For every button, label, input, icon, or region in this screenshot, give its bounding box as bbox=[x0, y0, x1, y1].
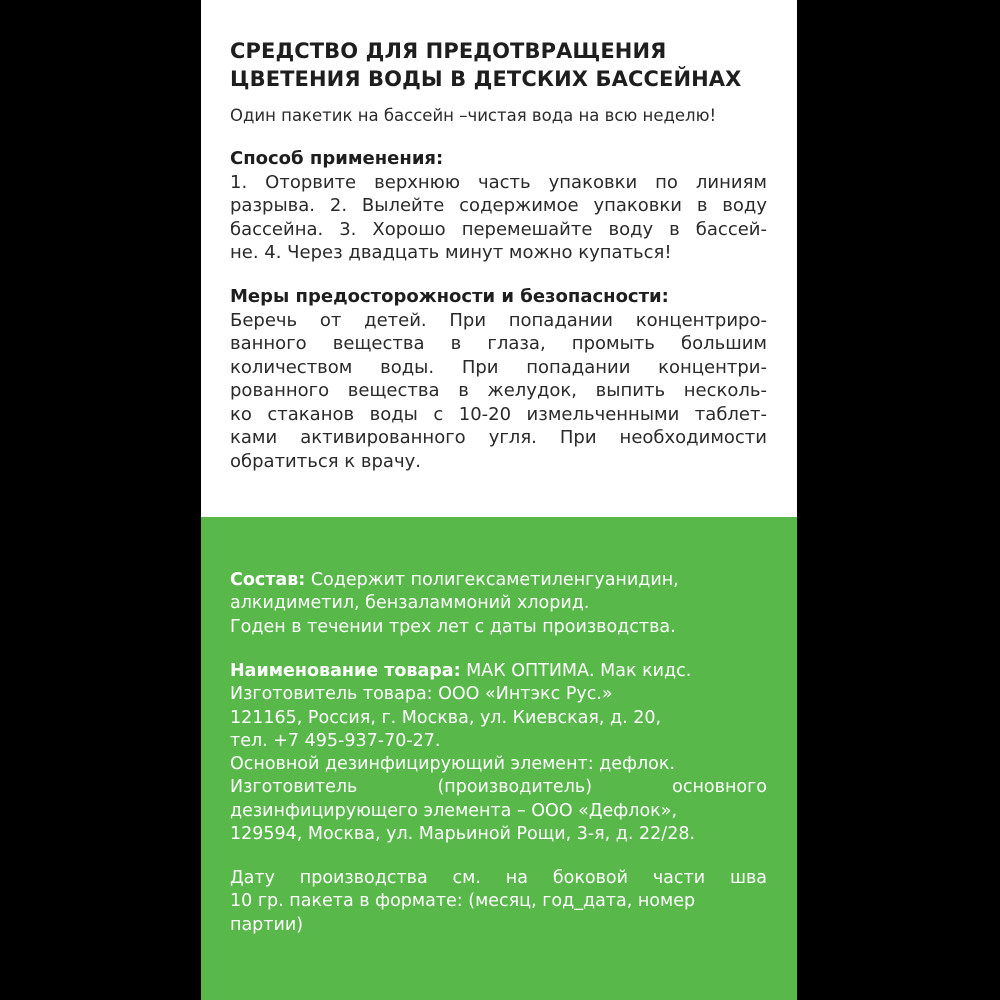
safety-line: ками активированного угля. При необходимости bbox=[230, 427, 767, 448]
product-label: Наименование товара: bbox=[230, 661, 461, 681]
production-date-section bbox=[230, 867, 767, 937]
composition-text: Содержит полигексаметиленгуанидин, bbox=[305, 570, 679, 590]
title-line-1: СРЕДСТВО ДЛЯ ПРЕДОТВРАЩЕНИЯ bbox=[230, 39, 667, 63]
tagline: Один пакетик на бассейн –чистая вода на всю неделю! bbox=[230, 106, 717, 125]
usage-line: бассейна. 3. Хорошо перемешайте воду в бассей- bbox=[230, 218, 767, 240]
product-line: 121165, Россия, г. Москва, ул. Киевская, д. 20, bbox=[230, 707, 662, 728]
usage-section bbox=[230, 147, 767, 265]
product-line: Изготовитель товара: ООО «Интэкс Рус.» bbox=[230, 684, 613, 705]
safety-section bbox=[230, 285, 767, 473]
composition-section bbox=[230, 569, 767, 639]
usage-line: разрыва. 2. Вылейте содержимое упаковки в воду bbox=[230, 195, 767, 216]
product-line: Основной дезинфицирующий элемент: дефлок. bbox=[230, 754, 676, 775]
product-line: тел. +7 495-937-70-27. bbox=[230, 730, 441, 751]
product-section bbox=[230, 660, 767, 846]
composition-line bbox=[230, 569, 767, 592]
instructions-area bbox=[201, 0, 797, 517]
usage-line: 1. Оторвите верхнюю часть упаковки по линиям bbox=[230, 171, 767, 193]
title-line-2: ЦВЕТЕНИЯ ВОДЫ В ДЕТСКИХ БАССЕЙНАХ bbox=[230, 67, 742, 91]
production-date-line: партии) bbox=[230, 914, 304, 935]
production-date-line: Дату производства см. на боковой части шва bbox=[230, 868, 767, 888]
composition-line: Годен в течении трех лет с даты производства. bbox=[230, 616, 676, 637]
composition-line: алкидиметил, бензаламмоний хлорид. bbox=[230, 593, 590, 614]
product-line: 129594, Москва, ул. Марьиной Рощи, 3-я, д. 22/28. bbox=[230, 824, 696, 845]
safety-line: ко стаканов воды с 10-20 измельченными таблет- bbox=[230, 403, 767, 425]
product-line: Изготовитель (производитель) основного bbox=[230, 777, 767, 798]
safety-heading: Меры предосторожности и безопасности: bbox=[230, 286, 669, 307]
page-title bbox=[230, 37, 790, 93]
product-line: дезинфицирующего элемента – ООО «Дефлок», bbox=[230, 800, 678, 821]
composition-label: Состав: bbox=[230, 570, 306, 590]
label-panel bbox=[201, 0, 797, 1000]
safety-line: количеством воды. При попадании концентри- bbox=[230, 356, 767, 378]
safety-line: Беречь от детей. При попадании концентриро- bbox=[230, 309, 767, 331]
safety-line: ванного вещества в глаза, промыть большим bbox=[230, 333, 767, 354]
safety-line: обратиться к врачу. bbox=[230, 450, 421, 472]
production-date-line: 10 гр. пакета в формате: (месяц, год_дата, номер bbox=[230, 891, 696, 912]
usage-line: не. 4. Через двадцать минут можно купаться! bbox=[230, 242, 672, 263]
product-line bbox=[230, 660, 767, 683]
usage-heading: Способ применения: bbox=[230, 148, 444, 169]
safety-line: рованного вещества в желудок, выпить несколь- bbox=[230, 380, 767, 401]
product-name: МАК ОПТИМА. Мак кидс. bbox=[460, 661, 692, 681]
